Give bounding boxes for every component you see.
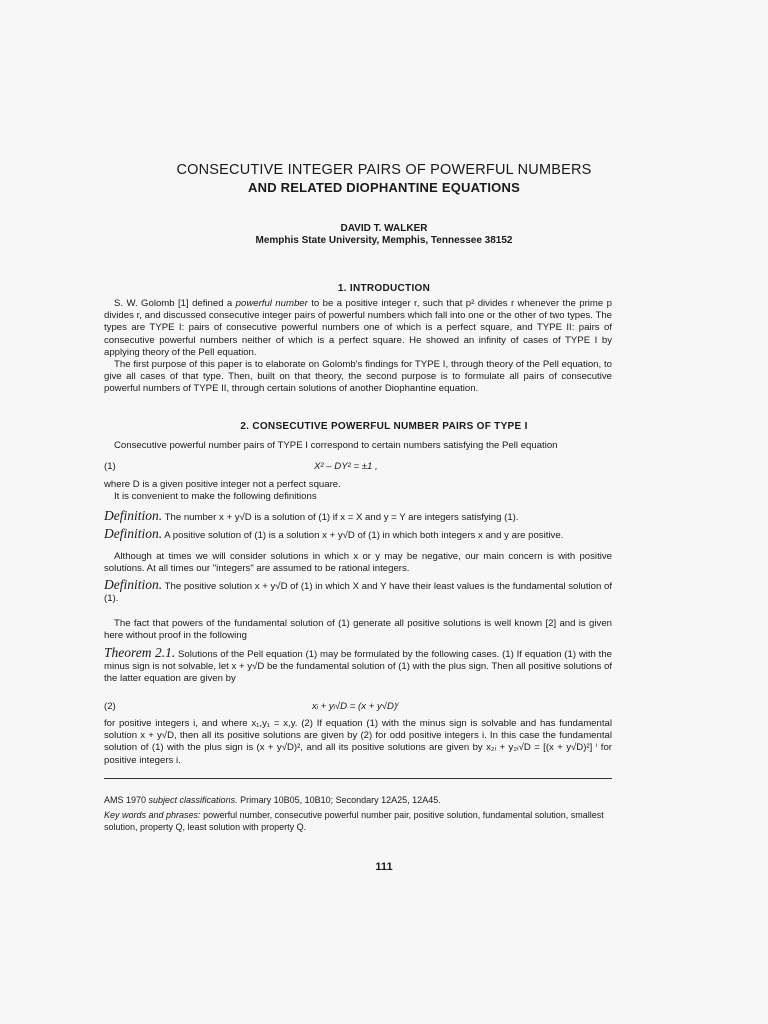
paper-title-line2: AND RELATED DIOPHANTINE EQUATIONS [248,180,520,195]
intro-paragraph-2: The first purpose of this paper is to elaborate on Golomb's findings for TYPE I, through theory of the Pell equation, to give all cases of that type. Then, built on that theory, the second purpose is to formulate all pairs of consecutive powerful numbers of TYPE II, through certain solutions of another Diophantine equation. [104,359,612,395]
fact-paragraph [104,618,612,642]
footnote-rule [104,778,612,779]
ams-italic: subject classifications. [148,795,238,805]
ams-label: AMS 1970 [104,795,149,805]
author-affiliation: Memphis State University, Memphis, Tennessee 38152 [255,235,513,246]
after-eq1-text: where D is a given positive integer not a perfect square. [104,479,341,490]
theorem-text: Solutions of the Pell equation (1) may be formulated by the following cases. (1) If equation (1) with the minus sign is not solvable, let x + y√D be the fundamental solution of (1) with the plus sign. Then all positive solutions of the latter equation are given by [104,649,612,685]
definition-1 [104,510,612,524]
intro-paragraph-1 [104,298,612,359]
section2-intro-text: Consecutive powerful number pairs of TYPE I correspond to certain numbers satisfying the Pell equation [114,440,558,451]
definition-3 [104,579,612,605]
author-name: DAVID T. WALKER [340,223,428,234]
theorem-label: Theorem 2.1. [104,645,176,660]
equation-1-number: (1) [104,461,116,472]
after-eq2-text: for positive integers i, and where x₁,y₁ = x,y. (2) If equation (1) with the minus sign is solvable and has fundamental solution x + y√D, then all its positive solutions are given by (2) for odd positive integers i. In this case the fundamental solution of (1) with the plus sign is (x + y√D)², and all its positive solutions are given by x₂ᵢ + y₂ᵢ√D = [(x + y√D)²] ⁱ for positive integers i. [104,718,612,766]
fact-text: The fact that powers of the fundamental solution of (1) generate all positive solutions is well known [2] and is given here without proof in the following [104,618,612,642]
equation-1: X² – DY² = ±1 , [314,461,378,472]
introduction-body [104,298,612,396]
definition-3-text: The positive solution x + y√D of (1) in which X and Y have their least values is the fundamental solution of (1). [104,581,612,605]
section-heading-type-one: 2. CONSECUTIVE POWERFUL NUMBER PAIRS OF TYPE I [240,421,528,432]
negative-note [104,551,612,575]
powerful-number-term: powerful number [235,298,308,309]
definition-2-text: A positive solution of (1) is a solution x + y√D of (1) in which both integers x and y are positive. [162,530,564,541]
section-heading-introduction: 1. INTRODUCTION [337,283,431,294]
definition-3-label: Definition. [104,577,163,592]
definition-2-label: Definition. [104,526,163,541]
intro-p1-start: S. W. Golomb [1] defined a [114,298,236,309]
convenient-text: It is convenient to make the following definitions [114,491,317,503]
section2-intro [104,440,612,452]
keywords-text: powerful number, consecutive powerful number pair, positive solution, fundamental solution, smallest solution, property Q, least solution with property Q. [104,810,604,832]
paper-title-line1: CONSECUTIVE INTEGER PAIRS OF POWERFUL NUMBERS [176,162,592,178]
definition-1-text: The number x + y√D is a solution of (1) if x = X and y = Y are integers satisfying (1). [162,512,519,523]
keywords [104,810,612,833]
negative-note-text: Although at times we will consider solutions in which x or y may be negative, our main concern is with positive solutions. At all times our "integers" are assumed to be rational integers. [104,551,612,575]
definition-2 [104,528,612,542]
definition-1-label: Definition. [104,508,163,523]
equation-2-number: (2) [104,701,116,712]
intro-p1-rest: to be a positive integer r, such that p² divides r whenever the prime p divides r, and discussed consecutive integer pairs of powerful numbers which fall into one or the other of two types. The types are TYPE I: pairs of consecutive powerful numbers one of which is a perfect square, and TYPE II: pairs of consecutive powerful numbers neither of which is a perfect square. He showed an infinity of cases of TYPE I by applying theory of the Pell equation. [104,298,612,358]
page-number: 111 [375,861,393,873]
theorem-2-1 [104,647,612,686]
ams-classification [104,795,612,807]
section2-block-a [104,479,612,503]
ams-text: Primary 10B05, 10B10; Secondary 12A25, 12A45. [237,795,441,805]
keywords-label: Key words and phrases: [104,810,201,820]
after-eq2-paragraph [104,718,612,767]
equation-2: xᵢ + yᵢ√D = (x + y√D)ⁱ [312,701,399,712]
